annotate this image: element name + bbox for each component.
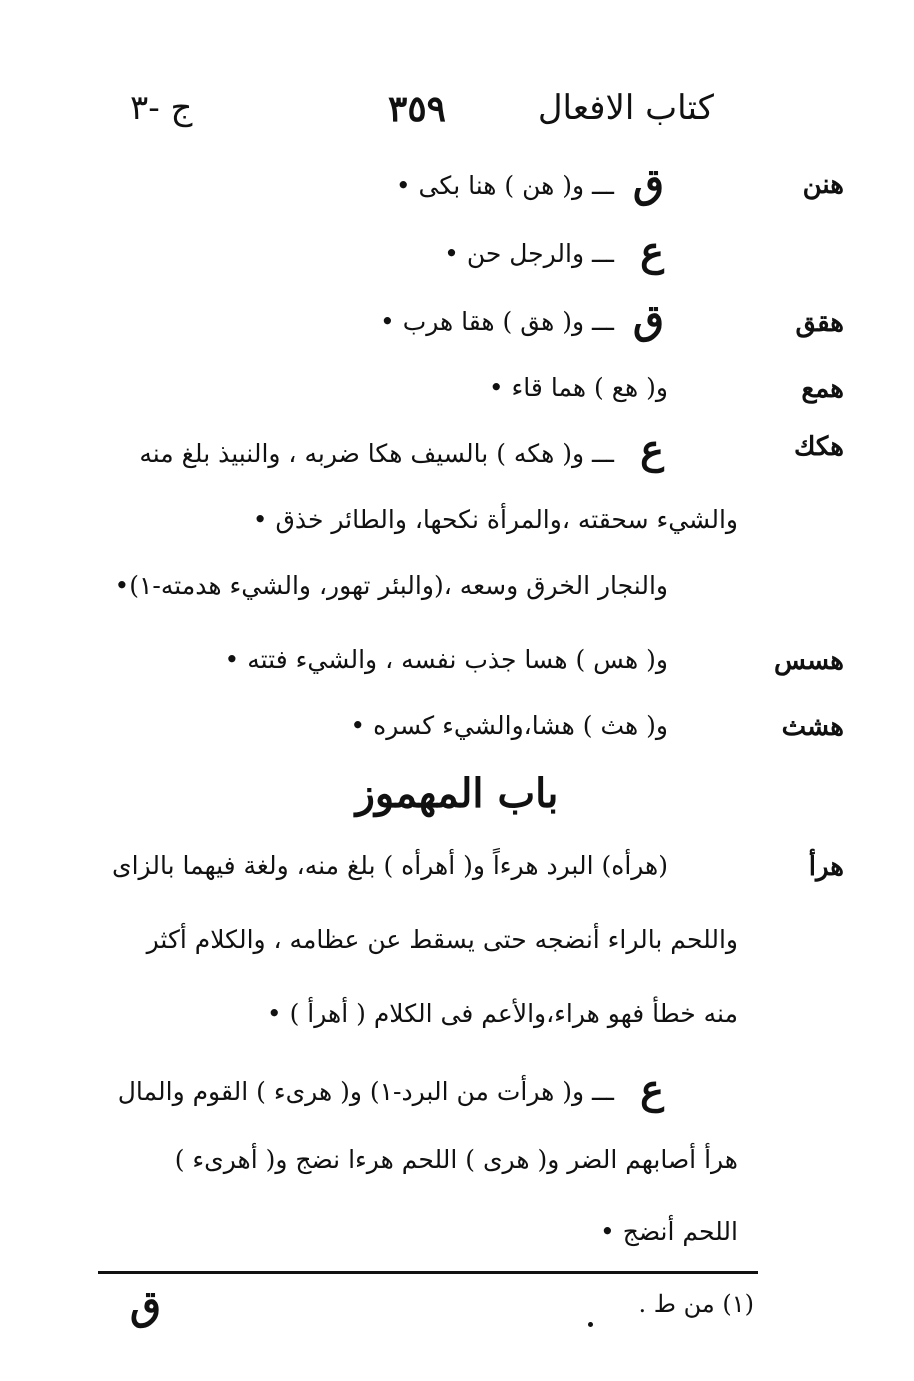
entry-text: والشيء سحقته ،والمرأة نكحها، والطائر خذق • [252, 505, 738, 534]
entry-text: منه خطأ فهو هراء،والأعم فى الكلام ( أهرأ ) • [266, 999, 738, 1028]
entry-text: ـــ و( هرأت من البرد-١) و( هرىء ) القوم والمال [117, 1077, 614, 1106]
root-word: هرأ [808, 852, 844, 882]
source-letter: ق [632, 296, 664, 343]
source-letter: ع [640, 1066, 664, 1113]
source-letter: ع [640, 228, 664, 275]
entry-text: واللحم بالراء أنضجه حتى يسقط عن عظامه ، والكلام أكثر [146, 925, 738, 954]
root-word: همع [801, 374, 844, 404]
entry-text: ـــ و( هن ) هنا بكى • [395, 171, 614, 200]
entry-text: ـــ والرجل حن • [444, 239, 614, 268]
root-word: هشث [781, 712, 844, 742]
footnote: (١) من ط . [638, 1290, 754, 1318]
source-letter: ع [640, 426, 664, 473]
root-word: هكك [794, 432, 844, 462]
footnote-divider [98, 1271, 758, 1274]
entry-text: ـــ و( هق ) هقا هرب • [380, 307, 614, 336]
entry-text: هرأ أصابهم الضر و( هرى ) اللحم هرءا نضج و( أهرىء ) [174, 1145, 738, 1174]
book-title: كتاب الافعال [537, 88, 714, 128]
volume-label: ج -٣ [130, 88, 193, 128]
section-title: باب المهموز [355, 770, 559, 817]
entry-text: و( هع ) هما قاء • [488, 373, 668, 402]
page-number: ٣٥٩ [388, 88, 447, 130]
entry-text: و( هث ) هشا،والشيء كسره • [350, 711, 668, 740]
entry-text: (هرأه) البرد هرءاً و( أهرأه ) بلغ منه، ولغة فيهما بالزاى [112, 851, 668, 880]
entry-text: ـــ و( هكه ) بالسيف هكا ضربه ، والنبيذ بلغ منه [139, 439, 614, 468]
root-word: هسس [773, 646, 844, 676]
root-word: هقق [795, 308, 844, 338]
signature-mark: ق [130, 1282, 162, 1329]
entry-text: اللحم أنضج • [600, 1217, 738, 1246]
root-word: هنن [802, 170, 844, 200]
entry-text: و( هس ) هسا جذب نفسه ، والشيء فتته • [224, 645, 668, 674]
source-letter: ق [632, 160, 664, 207]
stray-dot [588, 1322, 593, 1327]
entry-text: والنجار الخرق وسعه ،(والبئر تهور، والشيء هدمته-١)• [114, 571, 668, 600]
